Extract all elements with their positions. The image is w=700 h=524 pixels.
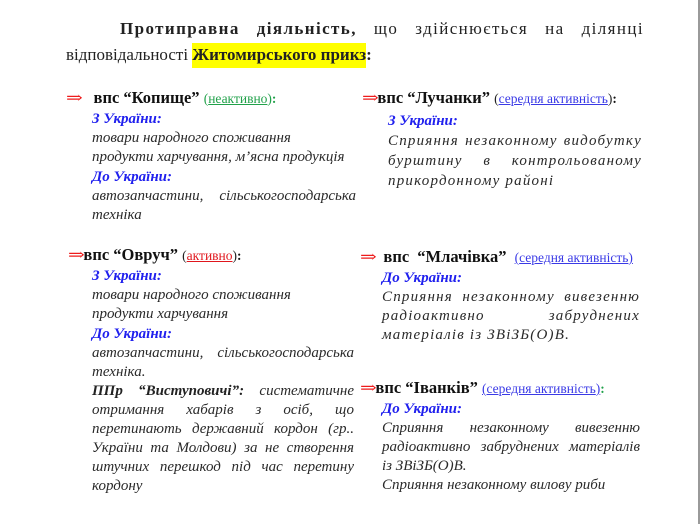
- arrow-right-icon: ⇒: [66, 90, 83, 107]
- page-title: [66, 16, 644, 68]
- post-name: впс “Млачівка”: [383, 247, 507, 266]
- section-heading: З України:: [92, 268, 162, 284]
- section-text: Сприяння незаконному вивезенню радіоактивно забруднених матеріалів із ЗВіЗБ(О)В.: [382, 289, 640, 343]
- status-link-medium[interactable]: середня активність: [498, 91, 608, 106]
- section-heading: До України:: [92, 169, 172, 185]
- block-ivankiv: [360, 377, 645, 495]
- block-header: [360, 246, 645, 268]
- section-heading: До України:: [382, 401, 462, 417]
- note-label: ППр “Виступовичі”:: [92, 383, 245, 399]
- post-name: впс “Лучанки”: [377, 88, 490, 107]
- title-line-2: [66, 42, 644, 68]
- block-luchanky: [362, 87, 647, 191]
- block-ovruch: [68, 244, 354, 496]
- block-kopyshche: [66, 87, 356, 225]
- section-heading: До України:: [92, 326, 172, 342]
- status-label: (неактивно):: [203, 91, 277, 106]
- note-text: [92, 382, 354, 496]
- status-label: (середня активність):: [482, 381, 605, 396]
- block-header: [66, 87, 352, 109]
- arrow-right-icon: ⇒: [362, 90, 379, 107]
- status-label: (середня активність):: [494, 91, 617, 106]
- section-heading: З України:: [92, 111, 162, 127]
- status-link-medium[interactable]: (середня активність): [482, 381, 601, 396]
- section-text: автозапчастини, сільськогосподарська техніка: [92, 188, 356, 223]
- section-text: товари народного споживання: [92, 130, 291, 146]
- arrow-right-icon: ⇒: [68, 247, 85, 264]
- post-name: впс “Овруч”: [83, 245, 179, 264]
- block-header: [68, 244, 354, 266]
- title-rest: що здійснюється на ділянці: [373, 19, 644, 38]
- arrow-right-icon: ⇒: [360, 380, 377, 397]
- section-text: Сприяння незаконному вивезенню радіоактивно забруднених матеріалів із ЗВіЗБ(О)В.: [382, 420, 640, 474]
- status-label: [515, 250, 633, 265]
- arrow-right-icon: ⇒: [360, 249, 377, 266]
- section-heading: З України:: [388, 113, 458, 129]
- post-name: впс “Іванків”: [375, 378, 478, 397]
- block-header: [360, 377, 645, 399]
- status-link-active[interactable]: активно: [186, 248, 233, 263]
- status-link-inactive[interactable]: неактивно: [208, 91, 268, 106]
- section-text: товари народного споживання: [92, 287, 291, 303]
- title-bold: Протиправна діяльність,: [120, 19, 357, 38]
- note-body: систематичне отримання хабарів з осіб, що перетинають державний кордон (гр.. України та Молдови) за не створення штучних перешкод під час перетину кордону: [92, 383, 354, 494]
- section-text: Сприяння незаконному видобутку бурштину в контрольованому прикордонному районі: [388, 133, 642, 189]
- post-name: впс “Копище”: [93, 88, 200, 107]
- section-text: продукти харчування: [92, 306, 229, 322]
- block-header: [362, 87, 647, 109]
- section-text: Сприяння незаконному вилову риби: [382, 477, 606, 493]
- section-text: продукти харчування, м’ясна продукція: [92, 149, 345, 165]
- title-colon: :: [366, 45, 372, 64]
- title-line-1: [66, 16, 644, 42]
- section-text: автозапчастини, сільськогосподарська техніка.: [92, 345, 354, 380]
- status-link-medium[interactable]: (середня активність): [514, 250, 633, 265]
- title-prefix: відповідальності: [66, 45, 189, 64]
- section-heading: До України:: [382, 270, 462, 286]
- status-label: (активно):: [182, 248, 242, 263]
- block-mlachivka: [360, 246, 645, 345]
- title-highlight: Житомирського прикз: [192, 43, 366, 68]
